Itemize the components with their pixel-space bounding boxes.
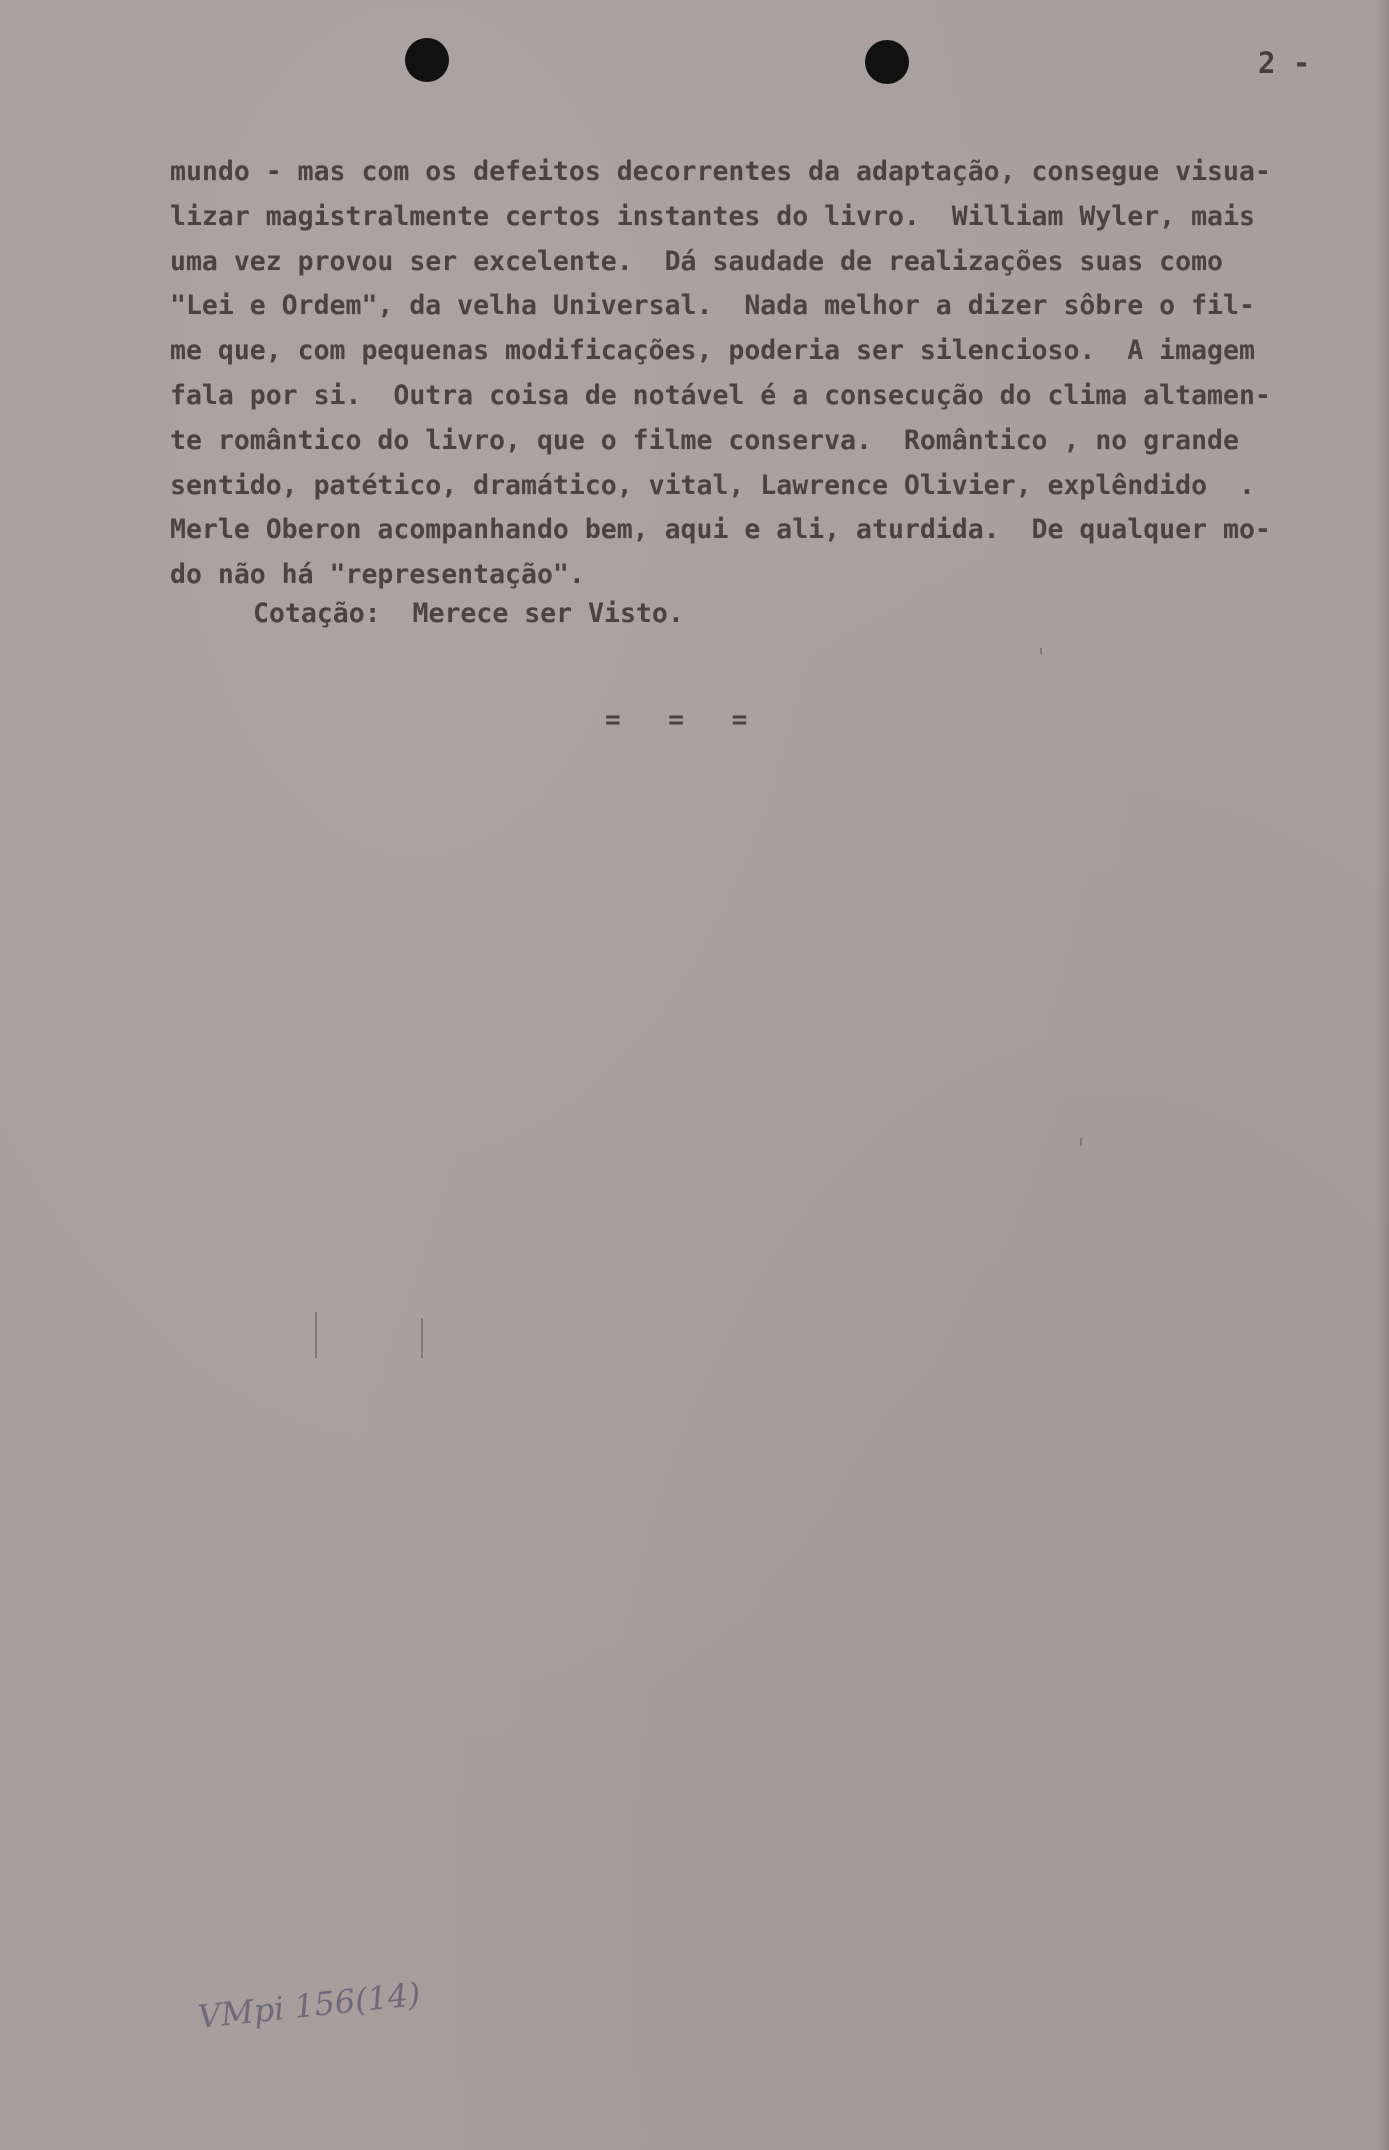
handwritten-archive-reference: VMpi 156(14) [196,1974,423,2036]
body-line: sentido, patético, dramático, vital, Lawrence Olivier, explêndido . [170,469,1255,501]
body-line: "Lei e Ordem", da velha Universal. Nada melhor a dizer sôbre o fil- [170,290,1255,322]
punch-hole-left [405,38,449,82]
page-number: 2 - [1258,46,1311,80]
stray-mark [1080,1138,1082,1146]
body-line: me que, com pequenas modificações, poderia ser silencioso. A imagem [170,335,1255,367]
section-separator: = = = [605,705,764,735]
page-edge-shadow [1375,0,1389,2150]
body-text [170,150,1340,598]
body-line: do não há "representação". [170,559,585,591]
body-line: Merle Oberon acompanhando bem, aqui e ali, aturdida. De qualquer mo- [170,514,1271,546]
pencil-mark [315,1312,317,1358]
body-line: fala por si. Outra coisa de notável é a consecução do clima altamen- [170,379,1271,411]
punch-hole-right [865,40,909,84]
rating-line: Cotação: Merece ser Visto. [253,598,684,629]
body-line: mundo - mas com os defeitos decorrentes da adaptação, consegue visua- [170,156,1271,187]
pencil-mark [421,1318,423,1358]
stray-mark [1040,648,1042,654]
body-line: lizar magistralmente certos instantes do livro. William Wyler, mais [170,200,1255,232]
body-line: te romântico do livro, que o filme conserva. Romântico , no grande [170,424,1239,456]
body-line: uma vez provou ser excelente. Dá saudade de realizações suas como [170,245,1223,277]
